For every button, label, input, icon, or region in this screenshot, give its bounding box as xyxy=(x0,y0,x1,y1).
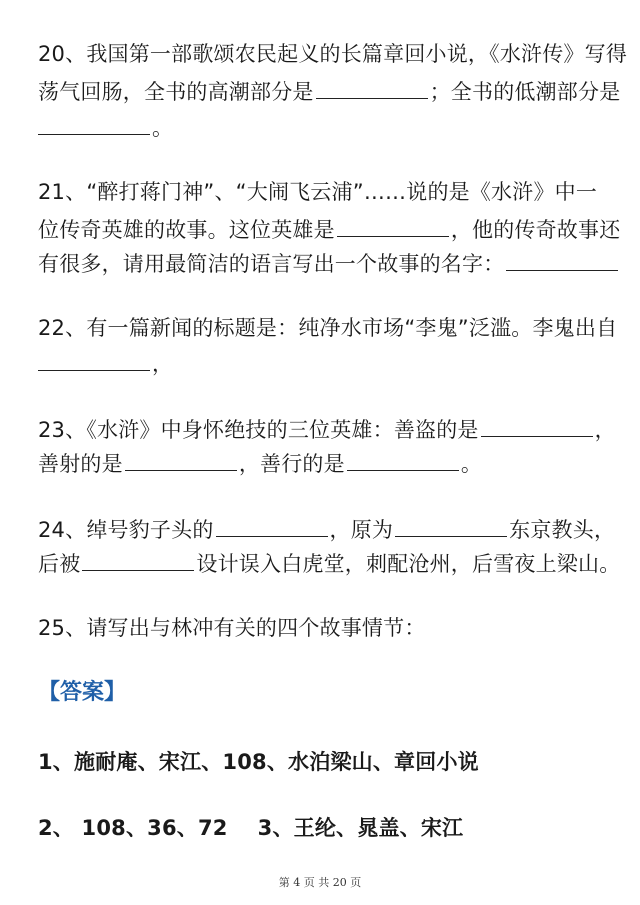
q21-line-3 xyxy=(38,246,613,280)
q20-line-2 xyxy=(38,74,621,108)
q24-text-a: 24、绰号豹子头的 xyxy=(38,518,214,542)
q24-text-c: 东京教头， xyxy=(509,518,616,542)
q22-line-1: 22、有一篇新闻的标题是：纯净水市场“李鬼”泛滥。李鬼出自 xyxy=(38,316,618,340)
q22-text-b: ， xyxy=(152,352,174,376)
q20-blank-climax[interactable] xyxy=(316,74,428,99)
q21-blank-story[interactable] xyxy=(506,246,618,271)
q20-blank-low[interactable] xyxy=(38,110,150,135)
q23-blank-archer[interactable] xyxy=(125,446,237,471)
q23-text-d: ，善行的是 xyxy=(238,452,345,476)
q23-blank-thief[interactable] xyxy=(481,412,593,437)
q24-blank-villain[interactable] xyxy=(82,546,194,571)
q21-text-a: 位传奇英雄的故事。这位英雄是 xyxy=(38,218,335,242)
q23-line-1 xyxy=(38,412,616,446)
q20-line-3 xyxy=(38,110,613,144)
q23-text-c: 善射的是 xyxy=(38,452,123,476)
q21-line-1: 21、“醉打蒋门神”、“大闹飞云浦”……说的是《水浒》中一 xyxy=(38,180,598,204)
answer-1: 1、施耐庵、宋江、108、水泊梁山、章回小说 xyxy=(38,750,479,774)
q23-text-e: 。 xyxy=(460,452,483,476)
q24-text-b: ，原为 xyxy=(329,518,394,542)
q23-text-b: ， xyxy=(594,418,616,442)
q24-blank-title[interactable] xyxy=(395,512,507,537)
page-footer: 第 4 页 共 20 页 xyxy=(278,876,362,889)
q23-text-a: 23、《水浒》中身怀绝技的三位英雄：善盗的是 xyxy=(38,418,479,442)
answer-2-3: 2、 108、36、72 3、王纶、晁盖、宋江 xyxy=(38,816,464,840)
q24-line-2 xyxy=(38,546,621,580)
q21-blank-hero[interactable] xyxy=(337,212,449,237)
q20-text-c: 。 xyxy=(152,116,174,140)
q20-text-a: 荡气回肠，全书的高潮部分是 xyxy=(38,80,314,104)
q23-line-2 xyxy=(38,446,613,480)
q23-blank-runner[interactable] xyxy=(347,446,459,471)
q24-text-d: 后被 xyxy=(38,552,81,576)
q21-text-c: 有很多，请用最简洁的语言写出一个故事的名字： xyxy=(38,252,505,276)
q21-text-b: ，他的传奇故事还 xyxy=(450,218,621,242)
answers-heading: 【答案】 xyxy=(38,680,127,705)
q24-text-e: 设计误入白虎堂，刺配沧州，后雪夜上梁山。 xyxy=(196,552,621,576)
q24-line-1 xyxy=(38,512,616,546)
q25-line-1: 25、请写出与林冲有关的四个故事情节： xyxy=(38,616,426,640)
q24-blank-name[interactable] xyxy=(216,512,328,537)
q22-blank[interactable] xyxy=(38,346,150,371)
q21-line-2 xyxy=(38,212,621,246)
q20-line-1: 20、我国第一部歌颂农民起义的长篇章回小说，《水浒传》写得 xyxy=(38,42,628,66)
q22-line-2 xyxy=(38,346,613,380)
q20-text-b: ；全书的低潮部分是 xyxy=(429,80,621,104)
